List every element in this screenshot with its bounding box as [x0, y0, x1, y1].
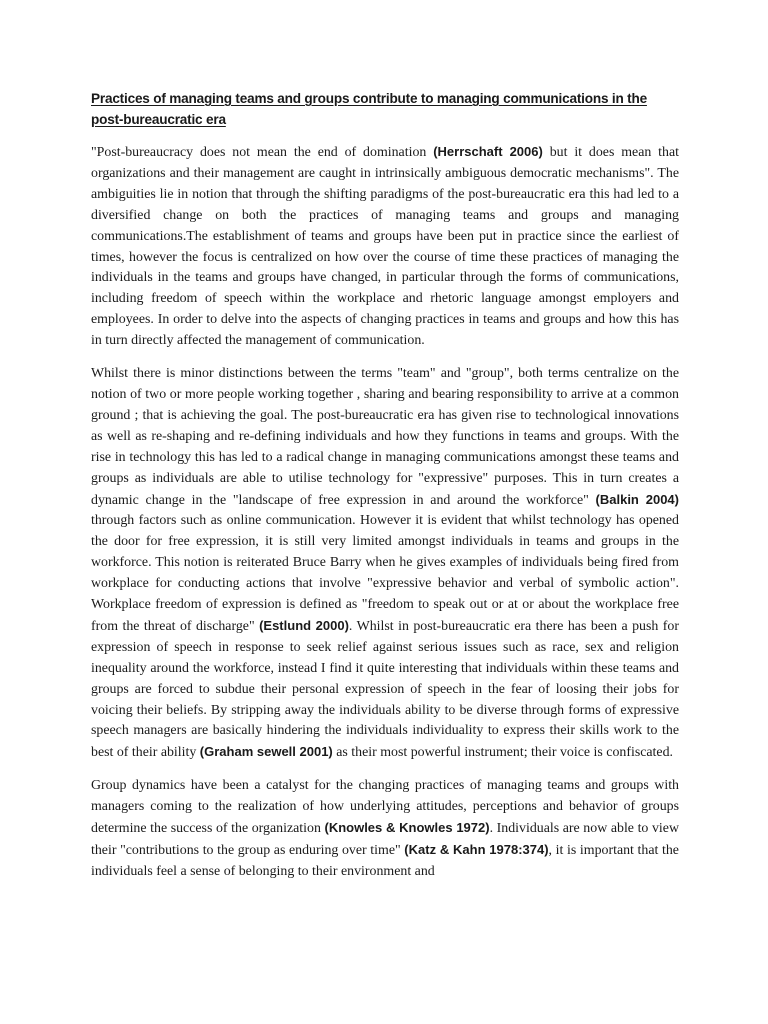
citation-knowles: (Knowles & Knowles 1972)	[324, 820, 490, 836]
citation-sewell: (Graham sewell 2001)	[199, 744, 333, 760]
citation-katz-kahn: (Katz & Kahn 1978:374)	[404, 842, 549, 857]
text-segment: Whilst there is minor distinctions between the terms "team" and "group", both terms centralize on the notion of two or more people working together , sharing and bearing responsibility to arrive at a common ground ; that is achieving the goal. The post-bureaucratic era has given rise to technological innovations as well as re-shaping and re-defining individuals and how they functions in teams and groups. With the rise in technology this has led to a radical change in managing communications amongst these teams and groups as individuals are able to utilise technology for "expressive" purposes. This in turn creates a dynamic change in the "landscape of free expression in and around the workforce"	[91, 366, 679, 508]
paragraph-3	[91, 776, 679, 883]
text-segment: through factors such as online communication. However it is evident that whilst technology has opened the door for free expression, it is still very limited amongst individuals in teams and groups in the workforce. This notion is reiterated Bruce Barry when he gives examples of individuals being fired from workplace for conducting actions that involve "expressive behavior and verbal of symbolic action". Workplace freedom of expression is defined as "freedom to speak out or at or about the workplace free from the threat of discharge"	[91, 513, 679, 634]
citation-balkin: (Balkin 2004)	[595, 491, 679, 507]
text-segment: , it is important that the individuals feel a sense of belonging to their environment and	[91, 843, 679, 879]
paragraph-2	[91, 364, 679, 764]
text-segment: . Whilst in post-bureaucratic era there has been a push for expression of speech in response to seek relief against serious issues such as race, sex and religion inequality around the workforce, instead I find it quite interesting that individuals within these teams and groups are forced to subdue their personal expression of speech in the fear of loosing their jobs for voicing their beliefs. By stripping away the individuals ability to be diverse through forms of expressive speech managers are basically hindering the individuals individuality to express their skills work to the best of their ability	[91, 618, 680, 761]
paragraph-1	[91, 142, 679, 352]
citation-estlund: (Estlund 2000)	[259, 617, 349, 633]
text-segment: but it does mean that organizations and their management are caught in intrinsically ambiguous democratic mechanisms". The ambiguities lie in notion that through the shifting paradigms of the post-bureaucratic era this had led to a diversified change on both the practices of managing teams and groups and managing communications.The establishment of teams and groups have been put in practice since the earliest of times, however the focus is centralized on how over the course of time these practices of managing the individuals in the teams and groups have changed, in particular through the forms of communications, including freedom of speech within the workplace and rhetoric language amongst employers and employees. In order to delve into the aspects of changing practices in teams and groups and how this has in turn directly affected the management of communication.	[91, 145, 680, 349]
text-segment: "Post-bureaucracy does not mean the end of domination	[91, 145, 434, 160]
text-segment: Group dynamics have been a catalyst for the changing practices of managing teams and groups with managers coming to the realization of how underlying attitudes, perceptions and behavior of groups determine the success of the organization	[91, 778, 679, 837]
text-segment: as their most powerful instrument; their voice is confiscated.	[332, 745, 673, 761]
document-title: Practices of managing teams and groups contribute to managing communications in the post-bureaucratic era	[91, 91, 647, 127]
text-segment: . Individuals are now able to view their "contributions to the group as enduring over time"	[91, 821, 679, 858]
document-page	[91, 89, 679, 895]
citation-herrschaft: (Herrschaft 2006)	[433, 144, 543, 159]
